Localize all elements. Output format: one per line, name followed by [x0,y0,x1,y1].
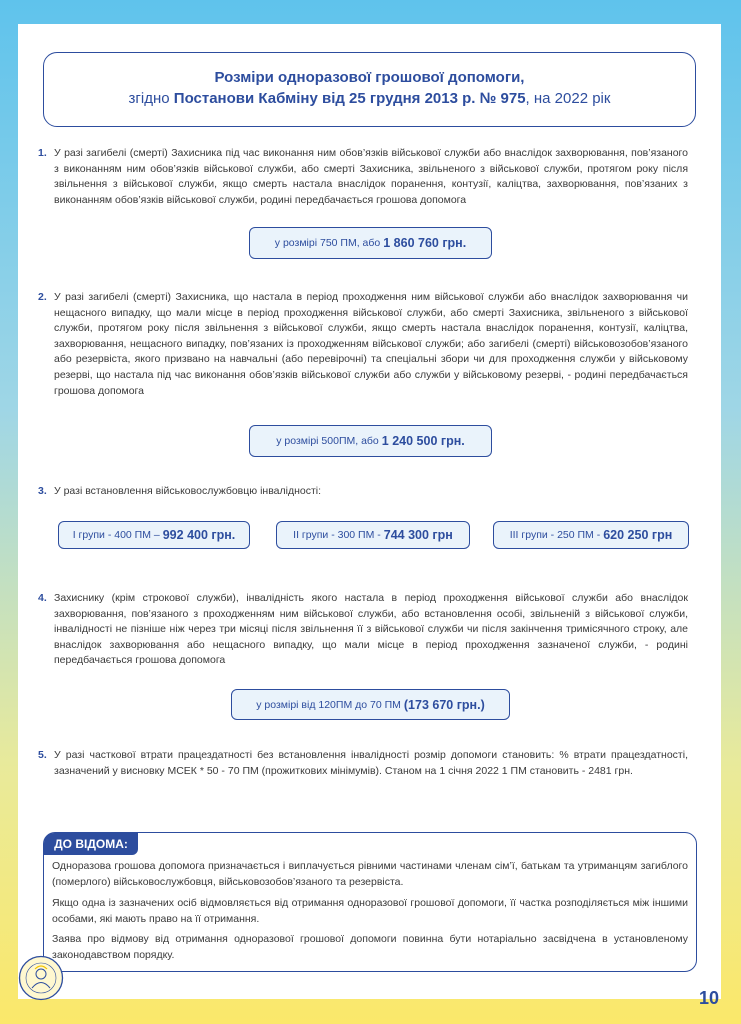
notice-paragraph-1: Одноразова грошова допомога призначається і виплачується рівними частинами членам сім’ї, батькам та утриманцям загиблого (померлого) військовослужбовця, військовозобов’язаного та резервіста. [52,860,688,888]
title-line-1: Розміри одноразової грошової допомоги, [214,69,525,86]
notice-paragraph-2: Якщо одна із зазначених осіб відмовляється від отримання одноразової грошової допомоги, її частка розподіляється між іншими особами, які мають право на її отримання. [52,897,688,925]
amount-box-1: у розмірі 750 ПМ, або 1 860 760 грн. [249,227,492,259]
list-item-1: 1. У разі загибелі (смерті) Захисника під час виконання ним обов’язків військової служби або внаслідок захворювання, пов’язаного з виконанням ним обов’язків військової служби, або смерті Захисника, звільненого з військової служби, протягом року після звільнення з військової служби, якщо смерть настала внаслідок поранення, контузії, каліцтва, захворювання, пов’язаних з виконанням обов’язків військової служби, родині передбачається грошова допомога [38,147,688,206]
document-page [18,24,721,999]
organization-seal-logo [18,955,64,1001]
document-title [43,52,696,127]
list-item-4: 4. Захиснику (крім строкової служби), інвалідність якого настала в період проходження військової служби або внаслідок захворювання, пов’язаного з проходженням ним військової служби, або встановлення особі, звільненій з військової служби, інвалідності не пізніше ніж через три місяці після звільнення її з військової служби чи після закінчення тримісячного строку, але внаслідок захворювання або нещасного випадку, що мали місце в період проходження зазначеної служби, - родині передбачається грошова допомога [38,592,688,667]
list-item-3: 3. У разі встановлення військовослужбовцю інвалідності: [38,485,322,497]
disability-group-2-box: ІІ групи - 300 ПМ - 744 300 грн [276,521,470,549]
notice-box [43,832,697,972]
title-line-2: згідно Постанови Кабміну від 25 грудня 2013 р. № 975, на 2022 рік [128,90,611,107]
notice-heading: ДО ВІДОМА: [44,833,138,855]
list-item-5: 5. У разі часткової втрати працездатності без встановлення інвалідності розмір допомоги становить: % втрати працездатності, зазначений у висновку МСЕК * 50 - 70 ПМ (прожиткових мінімумів). Станом на 1 січня 2022 1 ПМ становить - 2481 грн. [38,749,688,777]
page-number: 10 [698,988,719,1008]
notice-paragraph-3: Заява про відмову від отримання одноразової грошової допомоги повинна бути нотаріально засвідчена в установленому законодавством порядку. [52,933,688,961]
disability-group-3-box: ІІІ групи - 250 ПМ - 620 250 грн [493,521,689,549]
amount-box-2: у розмірі 500ПМ, або 1 240 500 грн. [249,425,492,457]
amount-box-4: у розмірі від 120ПМ до 70 ПМ (173 670 грн.) [231,689,510,720]
disability-group-1-box: І групи - 400 ПМ – 992 400 грн. [58,521,250,549]
list-item-2: 2. У разі загибелі (смерті) Захисника, що настала в період проходження ним військової служби або внаслідок захворювання чи нещасного випадку, що мали місце в період проходження військової служби, або смерті Захисника, звільненого з військової служби, протягом року після звільнення з військової служби, якщо смерть настала внаслідок поранення, контузії, каліцтва, захворювання, нещасного випадку, пов’язаних із проходженням військової служби; або загибелі (смерті) військовозобов’язаного або резервіста, якого призвано на навчальні (або перевірочні) та спеціальні збори чи для проходження служби у військовому резерві, що настала під час виконання обов’язків військової служби або служби у військовому резерві, - родині передбачається грошова допомога [38,291,688,397]
